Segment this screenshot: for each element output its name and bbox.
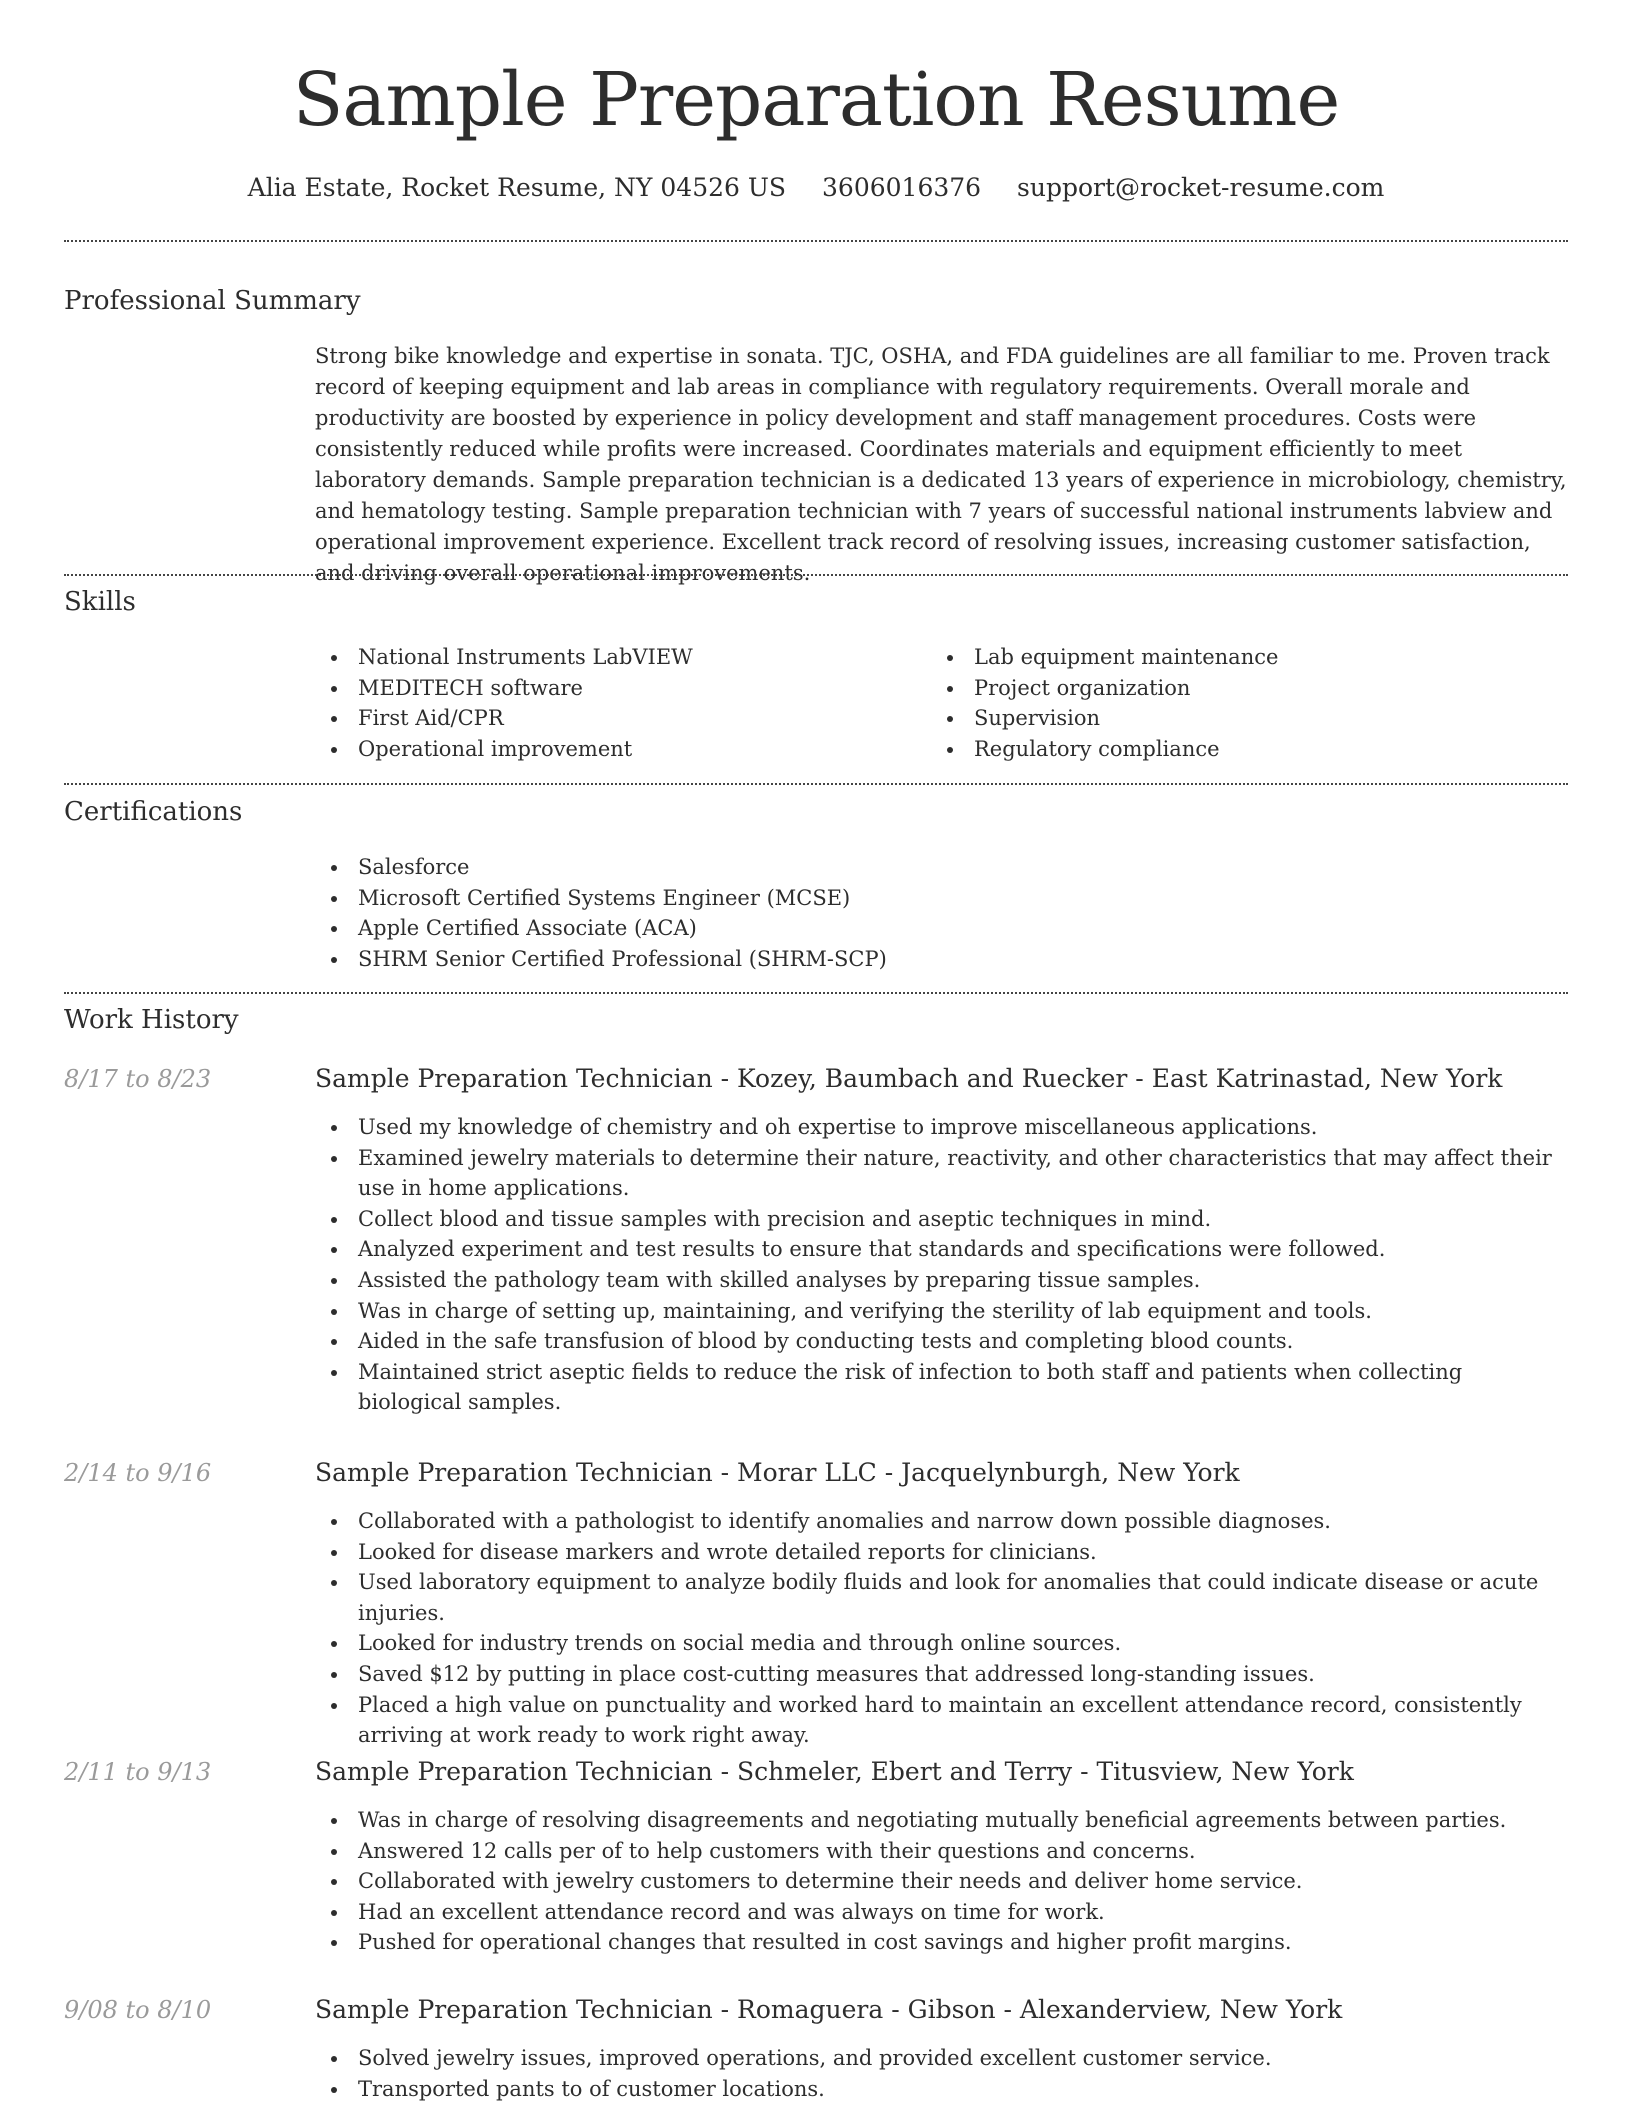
job-dates: 2/14 to 9/16 bbox=[64, 1459, 212, 1487]
job-title: Sample Preparation Technician - Kozey, Baumbach and Ruecker - East Katrinastad, New York bbox=[315, 1064, 1503, 1093]
certification-item: Apple Certified Associate (ACA) bbox=[358, 913, 1568, 944]
job-bullet: Pushed for operational changes that resulted in cost savings and higher profit margins. bbox=[358, 1927, 1570, 1958]
divider bbox=[64, 992, 1568, 994]
job-bullet: Solved jewelry issues, improved operations, and provided excellent customer service. bbox=[358, 2043, 1570, 2074]
summary-heading: Professional Summary bbox=[64, 286, 361, 316]
job-dates: 9/08 to 8/10 bbox=[64, 1996, 212, 2024]
job-bullet: Looked for disease markers and wrote detailed reports for clinicians. bbox=[358, 1537, 1570, 1568]
certification-item: Microsoft Certified Systems Engineer (MCSE) bbox=[358, 883, 1568, 914]
skill-item: Lab equipment maintenance bbox=[974, 642, 1574, 673]
certification-item: Salesforce bbox=[358, 852, 1568, 883]
resume-name: Sample Preparation Resume bbox=[292, 57, 1340, 143]
contact-address: Alia Estate, Rocket Resume, NY 04526 US bbox=[247, 173, 787, 202]
skill-item: Project organization bbox=[974, 673, 1574, 704]
job-bullet: Looked for industry trends on social media and through online sources. bbox=[358, 1628, 1570, 1659]
skill-item: First Aid/CPR bbox=[358, 703, 918, 734]
certifications-list bbox=[314, 852, 1568, 974]
skill-item: National Instruments LabVIEW bbox=[358, 642, 918, 673]
contact-phone: 3606016376 bbox=[822, 173, 982, 202]
job-bullet: Examined jewelry materials to determine their nature, reactivity, and other characteristics that may affect their use in home applications. bbox=[358, 1143, 1570, 1204]
certifications-heading: Certifications bbox=[64, 797, 243, 827]
contact-email: support@rocket-resume.com bbox=[1017, 173, 1385, 202]
job-bullet: Assisted the pathology team with skilled analyses by preparing tissue samples. bbox=[358, 1265, 1570, 1296]
job-bullet: Collect blood and tissue samples with precision and aseptic techniques in mind. bbox=[358, 1204, 1570, 1235]
divider bbox=[64, 574, 1568, 576]
skill-item: Supervision bbox=[974, 703, 1574, 734]
job-dates: 8/17 to 8/23 bbox=[64, 1065, 212, 1093]
job-bullet: Transported pants to of customer locations. bbox=[358, 2074, 1570, 2105]
skill-item: MEDITECH software bbox=[358, 673, 918, 704]
job-title: Sample Preparation Technician - Schmeler, Ebert and Terry - Titusview, New York bbox=[315, 1757, 1354, 1786]
work-history-heading: Work History bbox=[64, 1005, 239, 1035]
skills-list-right bbox=[930, 642, 1574, 764]
skill-item: Operational improvement bbox=[358, 734, 918, 765]
job-bullet: Collaborated with jewelry customers to determine their needs and deliver home service. bbox=[358, 1866, 1570, 1897]
job-bullets bbox=[314, 2043, 1570, 2104]
job-dates: 2/11 to 9/13 bbox=[64, 1758, 212, 1786]
job-bullet: Analyzed experiment and test results to ensure that standards and specifications were followed. bbox=[358, 1234, 1570, 1265]
job-bullets bbox=[314, 1112, 1570, 1418]
job-bullet: Maintained strict aseptic fields to reduce the risk of infection to both staff and patients when collecting biological samples. bbox=[358, 1357, 1570, 1418]
certification-item: SHRM Senior Certified Professional (SHRM-SCP) bbox=[358, 944, 1568, 975]
job-bullet: Used my knowledge of chemistry and oh expertise to improve miscellaneous applications. bbox=[358, 1112, 1570, 1143]
job-title: Sample Preparation Technician - Morar LLC - Jacquelynburgh, New York bbox=[315, 1458, 1240, 1487]
skill-item: Regulatory compliance bbox=[974, 734, 1574, 765]
job-bullet: Saved $12 by putting in place cost-cutting measures that addressed long-standing issues. bbox=[358, 1659, 1570, 1690]
divider bbox=[64, 783, 1568, 785]
job-bullet: Was in charge of resolving disagreements and negotiating mutually beneficial agreements between parties. bbox=[358, 1805, 1570, 1836]
skills-heading: Skills bbox=[64, 587, 136, 617]
skills-list-left bbox=[314, 642, 918, 764]
divider bbox=[64, 240, 1568, 242]
job-bullet: Had an excellent attendance record and was always on time for work. bbox=[358, 1897, 1570, 1928]
contact-line bbox=[0, 170, 1632, 206]
job-bullet: Placed a high value on punctuality and worked hard to maintain an excellent attendance record, consistently arriving at work ready to work right away. bbox=[358, 1690, 1570, 1751]
job-title: Sample Preparation Technician - Romaguera - Gibson - Alexanderview, New York bbox=[315, 1995, 1343, 2024]
job-bullet: Used laboratory equipment to analyze bodily fluids and look for anomalies that could indicate disease or acute injuries. bbox=[358, 1567, 1570, 1628]
job-bullets bbox=[314, 1506, 1570, 1751]
job-bullet: Was in charge of setting up, maintaining, and verifying the sterility of lab equipment and tools. bbox=[358, 1296, 1570, 1327]
job-bullet: Collaborated with a pathologist to identify anomalies and narrow down possible diagnoses. bbox=[358, 1506, 1570, 1537]
job-bullet: Answered 12 calls per of to help customers with their questions and concerns. bbox=[358, 1836, 1570, 1867]
summary-text: Strong bike knowledge and expertise in sonata. TJC, OSHA, and FDA guidelines are all familiar to me. Proven track record of keeping equipment and lab areas in compliance with regulatory requirements. Overall morale and productivity are boosted by experience in policy development and staff management procedures. Costs were consistently reduced while profits were increased. Coordinates materials and equipment efficiently to meet laboratory demands. Sample preparation technician is a dedicated 13 years of experience in microbiology, chemistry, and hematology testing. Sample preparation technician with 7 years of successful national instruments labview and operational improvement experience. Excellent track record of resolving issues, increasing customer satisfaction, and driving overall operational improvements. bbox=[315, 344, 1567, 585]
job-bullet: Aided in the safe transfusion of blood by conducting tests and completing blood counts. bbox=[358, 1326, 1570, 1357]
job-bullets bbox=[314, 1805, 1570, 1958]
